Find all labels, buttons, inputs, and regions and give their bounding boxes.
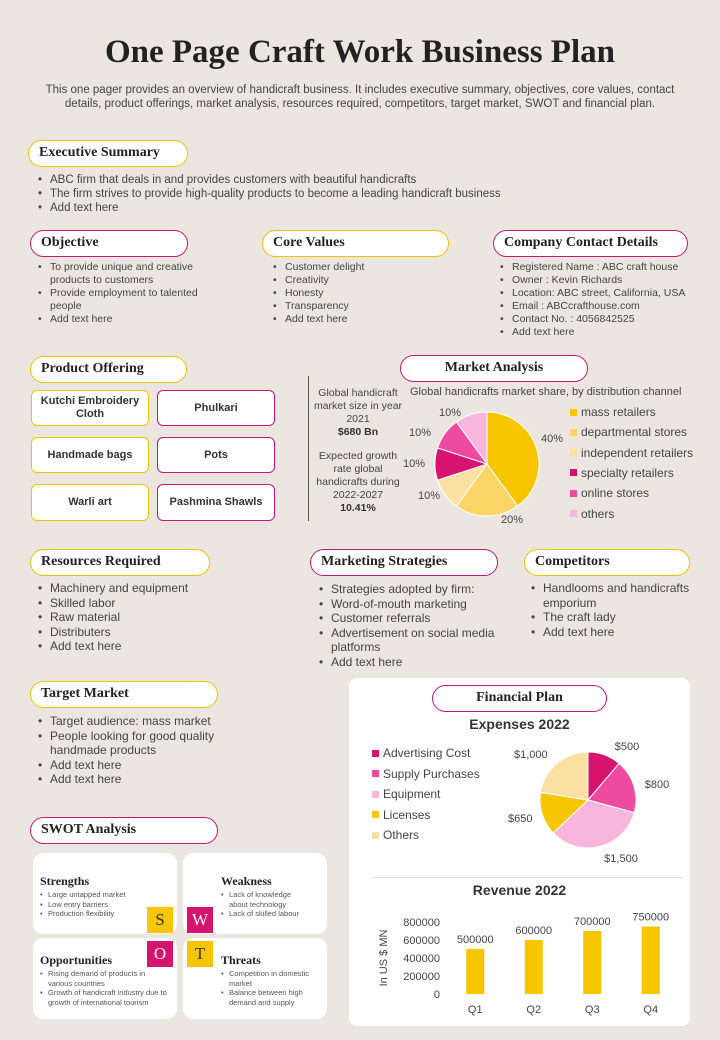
swot-letter-o: O: [147, 941, 173, 967]
expenses-pie-chart: [500, 736, 680, 868]
list-item: • Handlooms and handicrafts emporium: [531, 581, 696, 610]
list-item: • Lack of knowledge about technology: [221, 890, 311, 909]
product-box: Pashmina Shawls: [157, 484, 275, 521]
legend-label: others: [581, 506, 615, 521]
legend-swatch: [570, 449, 577, 456]
legend-label: online stores: [581, 486, 650, 501]
growth-rate-stat: [312, 450, 404, 515]
market-pie-title: Global handicrafts market share, by distribution channel: [410, 386, 682, 398]
revenue-bar-chart: [370, 902, 685, 1022]
list-item: • Add text here: [38, 313, 213, 326]
bar-value-label: 700000: [573, 916, 611, 928]
legend-item-advertising-cost: [372, 746, 470, 760]
list-item: • Target audience: mass market: [38, 714, 238, 729]
legend-item-online-stores: [570, 486, 649, 500]
legend-swatch: [372, 832, 379, 839]
opportunities-list: [40, 969, 170, 1007]
page-title: One Page Craft Work Business Plan: [104, 34, 615, 70]
weakness-title: Weakness: [221, 874, 272, 888]
list-item: • Distributers: [38, 625, 268, 640]
list-item: • People looking for good quality handmade products: [38, 729, 238, 758]
y-tick-label: 0: [433, 989, 440, 1001]
legend-swatch: [372, 750, 379, 757]
list-item: • Rising demand of products in various countries: [40, 969, 170, 988]
bar-q3: [583, 931, 601, 994]
list-item: • Add text here: [38, 758, 238, 773]
list-item: • Location: ABC street, California, USA: [500, 287, 700, 300]
list-item: • Add text here: [273, 313, 443, 326]
list-item: • Skilled labor: [38, 596, 268, 611]
x-tick-label: Q2: [526, 1004, 542, 1016]
list-item: • The craft lady: [531, 610, 696, 625]
market-size-stat: [312, 387, 404, 439]
product-offering-heading: Product Offering: [30, 356, 187, 383]
legend-label: departmental stores: [581, 425, 688, 440]
threats-title: Threats: [221, 953, 261, 967]
legend-label: Licenses: [383, 807, 431, 822]
list-item: • Add text here: [38, 639, 268, 654]
resources-heading: Resources Required: [30, 549, 210, 576]
growth-rate-text: Expected growth rate global handicrafts during 2022-2027: [316, 450, 400, 501]
list-item: • Transparency: [273, 300, 443, 313]
pie-label: $1,000: [514, 749, 548, 761]
legend-label: mass retailers: [581, 405, 656, 419]
list-item: • Large untapped market: [40, 890, 140, 900]
pie-label: $800: [644, 779, 670, 791]
executive-summary-list: [38, 173, 678, 215]
legend-label: Equipment: [383, 787, 441, 802]
pie-label: 40%: [540, 433, 564, 445]
pie-label: 20%: [500, 514, 524, 526]
product-box: Pots: [157, 437, 275, 473]
page-subtitle: This one pager provides an overview of handicraft business. It includes executive summary, objectives, core values, contact details, product offerings, market analysis, resources required, competitors, target market, SWOT and financial plan.: [45, 84, 675, 110]
list-item: • Word-of-mouth marketing: [319, 597, 499, 612]
list-item: • To provide unique and creative products to customers: [38, 261, 213, 287]
x-tick-label: Q1: [467, 1004, 483, 1016]
strengths-list: [40, 890, 140, 919]
y-axis-label: In US $ MN: [378, 929, 390, 987]
swot-letter-w: W: [187, 907, 213, 933]
legend-item-others: [570, 507, 614, 521]
executive-summary-heading: Executive Summary: [28, 140, 188, 167]
contact-list: [500, 261, 700, 339]
y-tick-label: 200000: [403, 971, 440, 983]
bar-q1: [466, 949, 484, 994]
market-size-value: $680 Bn: [337, 426, 379, 438]
strengths-title: Strengths: [40, 874, 90, 888]
list-item: • Add text here: [319, 655, 499, 670]
list-item: • Balance between high demand and supply: [221, 988, 316, 1007]
product-box: Phulkari: [157, 390, 275, 426]
legend-label: specialty retailers: [581, 465, 674, 480]
x-tick-label: Q3: [584, 1004, 600, 1016]
product-box: Kutchi Embroidery Cloth: [31, 390, 149, 426]
list-item: • Competition in domestic market: [221, 969, 316, 988]
legend-label: Supply Purchases: [383, 766, 480, 781]
legend-swatch: [570, 429, 577, 436]
list-item: • Contact No. : 4056842525: [500, 313, 700, 326]
list-item: • Customer referrals: [319, 611, 499, 626]
pie-label: 10%: [402, 458, 426, 470]
resources-list: [38, 581, 268, 654]
market-analysis-heading: Market Analysis: [400, 355, 588, 382]
bar-value-label: 500000: [456, 934, 494, 946]
legend-swatch: [570, 469, 577, 476]
pie-label: $1,500: [604, 853, 638, 865]
list-item: • Raw material: [38, 610, 268, 625]
threats-list: [221, 969, 316, 1007]
product-box: Warli art: [31, 484, 149, 521]
list-item: • Email : ABCcrafthouse.com: [500, 300, 700, 313]
contact-heading: Company Contact Details: [493, 230, 688, 257]
financial-plan-heading: Financial Plan: [432, 685, 607, 712]
list-item: • Add text here: [500, 326, 700, 339]
pie-label: $500: [614, 741, 640, 753]
marketing-list: [319, 582, 499, 669]
pie-label: 10%: [438, 407, 462, 419]
list-item: • Low entry barriers: [40, 900, 140, 910]
legend-swatch: [372, 811, 379, 818]
legend-item-others: [372, 828, 419, 842]
legend-item-equipment: [372, 787, 440, 801]
swot-letter-s: S: [147, 907, 173, 933]
legend-swatch: [570, 490, 577, 497]
weakness-list: [221, 890, 311, 919]
divider: [308, 376, 309, 521]
target-market-list: [38, 714, 238, 787]
target-market-heading: Target Market: [30, 681, 218, 708]
list-item: • Registered Name : ABC craft house: [500, 261, 700, 274]
list-item: • Advertisement on social media platforms: [319, 626, 499, 655]
list-item: • Lack of skilled labour: [221, 909, 311, 919]
legend-label: independent retailers: [581, 445, 694, 460]
bar-value-label: 600000: [515, 925, 553, 937]
competitors-list: [531, 581, 696, 639]
legend-swatch: [570, 409, 577, 416]
list-item: • ABC firm that deals in and provides customers with beautiful handicrafts: [38, 173, 678, 187]
list-item: • Honesty: [273, 287, 443, 300]
swot-letter-t: T: [187, 941, 213, 967]
objective-heading: Objective: [30, 230, 188, 257]
legend-item-supply-purchases: [372, 767, 480, 781]
revenue-title: Revenue 2022: [472, 882, 567, 898]
legend-item-independent-retailers: [570, 446, 693, 460]
list-item: • Production flexibility: [40, 909, 140, 919]
market-share-pie-chart: [400, 400, 570, 530]
y-tick-label: 800000: [403, 917, 440, 929]
legend-swatch: [570, 510, 577, 517]
market-size-text: Global handicraft market size in year 2021: [313, 387, 403, 425]
list-item: • Owner : Kevin Richards: [500, 274, 700, 287]
legend-swatch: [372, 791, 379, 798]
list-item: • Provide employment to talented people: [38, 287, 213, 313]
legend-item-mass-retailers: [570, 405, 656, 419]
expenses-legend: [372, 746, 497, 851]
core-values-heading: Core Values: [262, 230, 449, 257]
y-tick-label: 600000: [403, 935, 440, 947]
list-item: • Customer delight: [273, 261, 443, 274]
bar-q4: [642, 927, 660, 995]
pie-label: 10%: [408, 427, 432, 439]
marketing-heading: Marketing Strategies: [310, 549, 498, 576]
list-item: • Add text here: [38, 201, 678, 215]
market-share-legend: [570, 405, 710, 525]
legend-swatch: [372, 770, 379, 777]
list-item: • The firm strives to provide high-quality products to become a leading handicraft business: [38, 187, 678, 201]
list-item: • Add text here: [531, 625, 696, 640]
growth-rate-value: 10.41%: [340, 502, 376, 514]
product-box: Handmade bags: [31, 437, 149, 473]
pie-label: 10%: [417, 490, 441, 502]
legend-item-departmental-stores: [570, 425, 687, 439]
objective-list: [38, 261, 213, 326]
legend-item-specialty-retailers: [570, 466, 674, 480]
x-tick-label: Q4: [643, 1004, 659, 1016]
core-values-list: [273, 261, 443, 326]
legend-label: Advertising Cost: [383, 746, 471, 760]
expenses-title: Expenses 2022: [469, 716, 570, 732]
list-item: • Add text here: [38, 772, 238, 787]
list-item: • Strategies adopted by firm:: [319, 582, 499, 597]
divider: [372, 877, 682, 878]
bar-value-label: 750000: [632, 911, 670, 924]
pie-label: $650: [508, 813, 533, 825]
list-item: • Growth of handicraft industry due to growth of international tourism: [40, 988, 170, 1007]
opportunities-title: Opportunities: [40, 953, 113, 967]
competitors-heading: Competitors: [524, 549, 690, 576]
pie-slice-others: [541, 752, 588, 800]
bar-q2: [525, 940, 543, 994]
list-item: • Machinery and equipment: [38, 581, 268, 596]
y-tick-label: 400000: [403, 953, 440, 965]
list-item: • Creativity: [273, 274, 443, 287]
swot-heading: SWOT Analysis: [30, 817, 218, 844]
legend-label: Others: [383, 828, 420, 843]
legend-item-licenses: [372, 808, 430, 822]
